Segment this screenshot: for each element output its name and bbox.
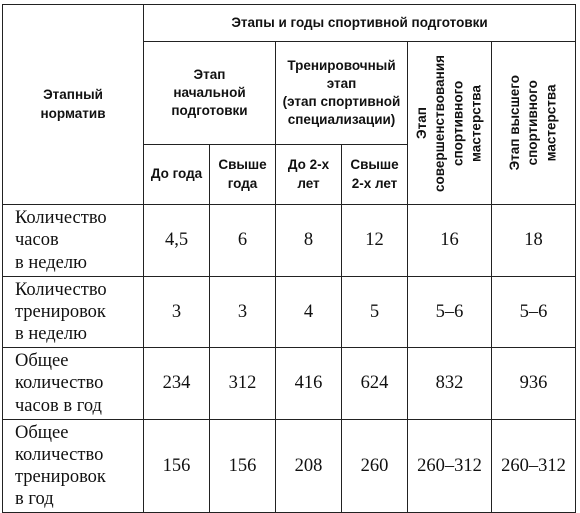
initial-stage-header: Этап начальной подготовки — [144, 42, 276, 145]
initial-sub-under-year: До года — [144, 145, 210, 205]
table-cell: 936 — [492, 348, 576, 420]
table-row — [3, 420, 576, 513]
table-cell: 16 — [408, 205, 492, 277]
table-cell: 416 — [276, 348, 342, 420]
table-cell: 832 — [408, 348, 492, 420]
training-stage-header: Тренировочный этап (этап спортивной специализации) — [276, 42, 408, 145]
training-sub-over-2y: Свыше 2-х лет — [342, 145, 408, 205]
row-label: Количество тренировок в неделю — [3, 277, 144, 348]
stages-title: Этапы и годы спортивной подготовки — [144, 5, 576, 42]
table-cell: 5–6 — [408, 277, 492, 348]
table-cell: 4 — [276, 277, 342, 348]
improvement-stage-header-cell — [408, 42, 492, 205]
table-cell: 624 — [342, 348, 408, 420]
table-row — [3, 348, 576, 420]
training-sub-under-2y: До 2-х лет — [276, 145, 342, 205]
table-cell: 208 — [276, 420, 342, 513]
table-cell: 312 — [210, 348, 276, 420]
table-cell: 260–312 — [408, 420, 492, 513]
highest-stage-header-cell — [492, 42, 576, 205]
table-cell: 8 — [276, 205, 342, 277]
highest-stage-header: Этап высшего спортивного мастерства — [507, 75, 559, 171]
norms-table-container — [2, 4, 576, 513]
table-cell: 156 — [144, 420, 210, 513]
highest-stage-wrap — [492, 64, 575, 182]
table-cell: 156 — [210, 420, 276, 513]
row-label: Общее количество тренировок в год — [3, 420, 144, 513]
table-cell: 4,5 — [144, 205, 210, 277]
table-row — [3, 277, 576, 348]
table-row — [3, 205, 576, 277]
table-cell: 5–6 — [492, 277, 576, 348]
table-cell: 18 — [492, 205, 576, 277]
improvement-stage-header: Этап совершенствования спортивного мастерства — [414, 54, 484, 192]
table-cell: 260 — [342, 420, 408, 513]
table-cell: 6 — [210, 205, 276, 277]
corner-header: Этапный норматив — [3, 5, 144, 205]
table-cell: 3 — [210, 277, 276, 348]
table-cell: 12 — [342, 205, 408, 277]
table-cell: 5 — [342, 277, 408, 348]
table-cell: 3 — [144, 277, 210, 348]
row-label: Количество часов в неделю — [3, 205, 144, 277]
header-row-1 — [3, 5, 576, 42]
row-label: Общее количество часов в год — [3, 348, 144, 420]
training-norms-table — [2, 4, 576, 513]
improvement-stage-wrap — [408, 54, 491, 192]
initial-sub-over-year: Свыше года — [210, 145, 276, 205]
table-cell: 234 — [144, 348, 210, 420]
table-cell: 260–312 — [492, 420, 576, 513]
